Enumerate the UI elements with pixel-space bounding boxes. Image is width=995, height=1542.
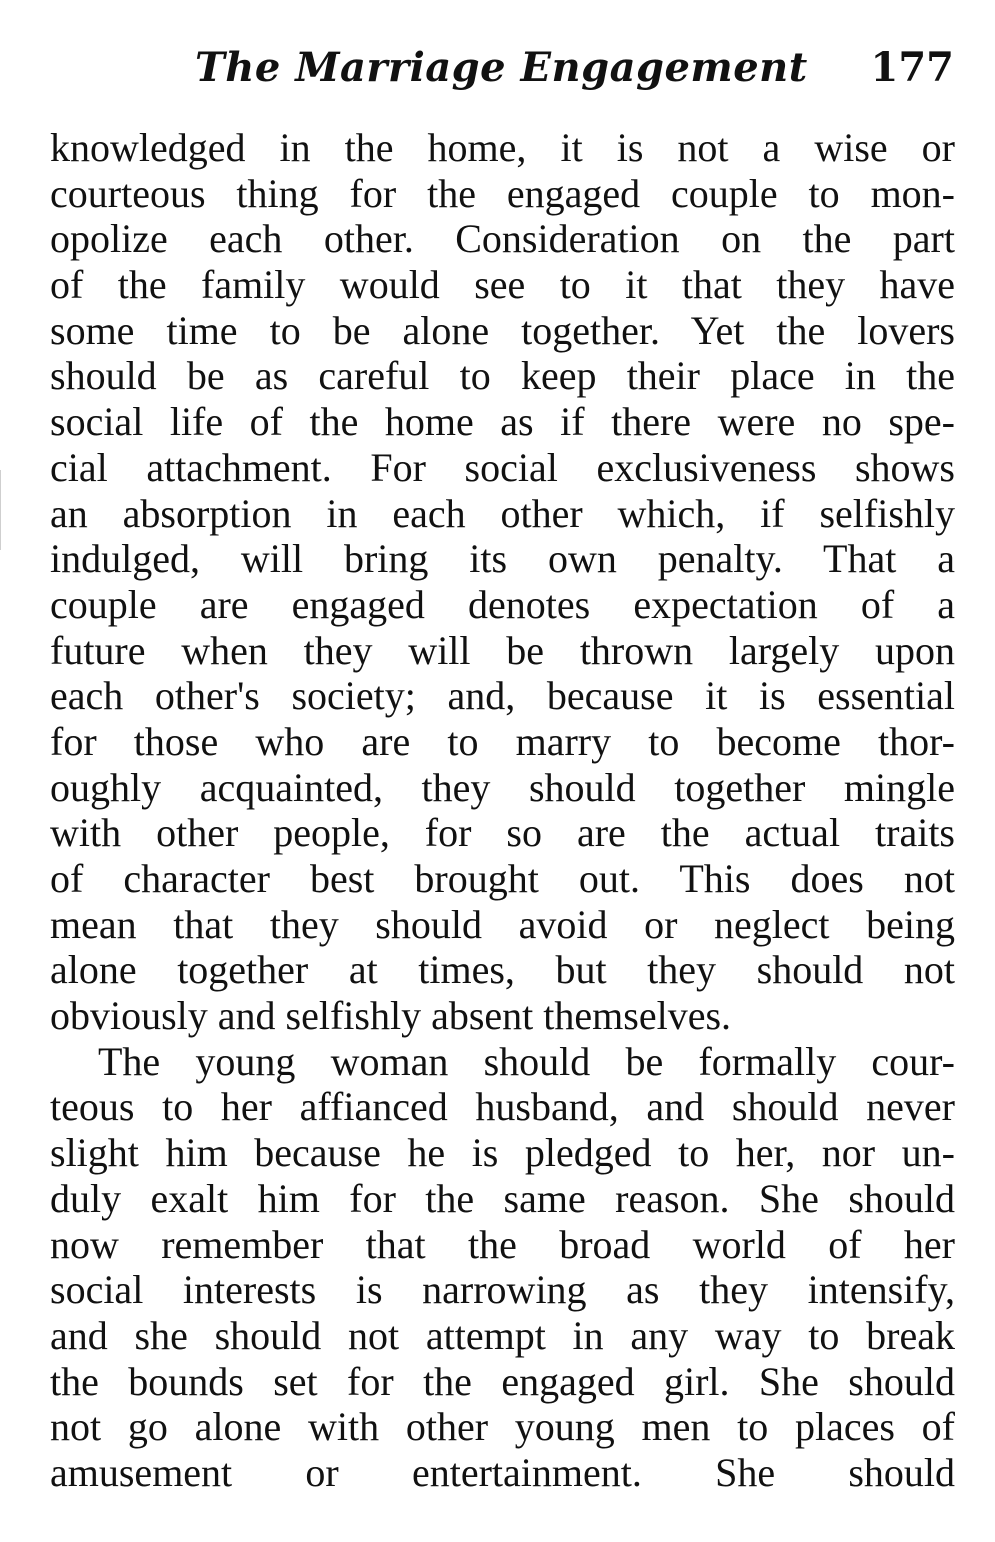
text-line: cial attachment. For social exclusiveness shows [50,444,955,490]
text-line: courteous thing for the engaged couple to mon- [50,170,955,216]
chapter-title: The Marriage Engagement [195,44,808,91]
text-line: future when they will be thrown largely upon [50,627,955,673]
text-line: some time to be alone together. Yet the lovers [50,307,955,353]
text-line: opolize each other. Consideration on the part [50,216,955,262]
paragraph-1 [50,125,955,1039]
text-line: duly exalt him for the same reason. She should [50,1175,955,1221]
text-line: knowledged in the home, it is not a wise or [50,125,955,170]
margin-rule [0,470,4,550]
text-line: alone together at times, but they should not [50,947,955,993]
text-line: not go alone with other young men to places of [50,1404,955,1450]
text-line: for those who are to marry to become thor- [50,718,955,764]
text-line: of the family would see to it that they have [50,262,955,308]
body-text [50,125,955,1496]
text-line: and she should not attempt in any way to break [50,1312,955,1358]
text-line: indulged, will bring its own penalty. That a [50,536,955,582]
text-line: now remember that the broad world of her [50,1221,955,1267]
text-line: should be as careful to keep their place in the [50,353,955,399]
text-line: of character best brought out. This does not [50,856,955,901]
text-line: slight him because he is pledged to her, nor un- [50,1130,955,1176]
text-line: amusement or entertainment. She should [50,1449,955,1495]
text-line: each other's society; and, because it is essential [50,673,955,719]
paragraph-2 [50,1039,955,1496]
text-line: oughly acquainted, they should together mingle [50,764,955,810]
text-line: teous to her affianced husband, and should never [50,1084,955,1130]
text-line: social interests is narrowing as they intensify, [50,1267,955,1313]
text-line: social life of the home as if there were no spe- [50,399,955,445]
page-number: 177 [870,44,954,91]
text-line: obviously and selfishly absent themselves. [50,993,732,1039]
text-line: the bounds set for the engaged girl. She should [50,1358,955,1404]
text-line: with other people, for so are the actual traits [50,810,955,856]
running-head [190,38,960,98]
text-line: couple are engaged denotes expectation of a [50,581,955,627]
text-line: The young woman should be formally cour- [98,1038,955,1084]
text-line: an absorption in each other which, if selfishly [50,490,955,536]
text-line: mean that they should avoid or neglect being [50,901,955,947]
